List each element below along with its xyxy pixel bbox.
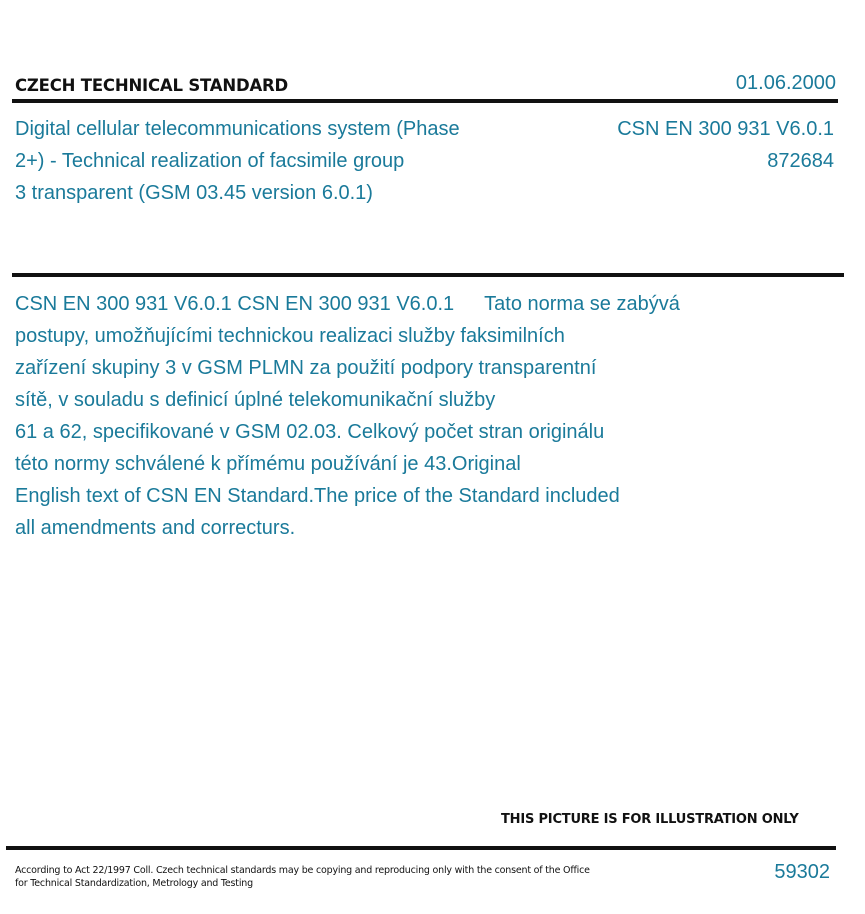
catalog-number: 872684 xyxy=(767,150,834,172)
bottom-divider xyxy=(6,846,836,850)
title-line: Digital cellular telecommunications system (Phase xyxy=(15,118,460,140)
description-line: 61 a 62, specifikované v GSM 02.03. Celkový počet stran originálu xyxy=(15,421,605,443)
description-line: postupy, umožňujícími technickou realizaci služby faksimilních xyxy=(15,325,565,347)
description-line: této normy schválené k přímému používání je 43.Original xyxy=(15,453,521,475)
description-line: sítě, v souladu s definicí úplné telekomunikační služby xyxy=(15,389,496,411)
legal-line: According to Act 22/1997 Coll. Czech technical standards may be copying and reproducing only with the consent of the Office xyxy=(15,865,590,876)
description-line: all amendments and correcturs. xyxy=(15,517,296,539)
identifier-block xyxy=(617,113,834,177)
header-label: CZECH TECHNICAL STANDARD xyxy=(15,76,289,95)
top-divider xyxy=(12,99,838,103)
standard-title xyxy=(15,113,535,209)
illustration-note: THIS PICTURE IS FOR ILLUSTRATION ONLY xyxy=(501,812,799,827)
header-date: 01.06.2000 xyxy=(735,72,836,94)
footer-number: 59302 xyxy=(774,861,830,883)
standard-code: CSN EN 300 931 V6.0.1 xyxy=(617,118,834,140)
title-line: 2+) - Technical realization of facsimile group xyxy=(15,150,405,172)
legal-line: for Technical Standardization, Metrology and Testing xyxy=(15,878,253,889)
title-line: 3 transparent (GSM 03.45 version 6.0.1) xyxy=(15,182,373,204)
middle-divider xyxy=(12,273,844,277)
legal-notice xyxy=(15,864,615,890)
description-codes: CSN EN 300 931 V6.0.1 CSN EN 300 931 V6.0.1 xyxy=(15,293,455,315)
description-line xyxy=(15,288,755,320)
description xyxy=(15,288,755,544)
description-line: zařízení skupiny 3 v GSM PLMN za použití podpory transparentní xyxy=(15,357,597,379)
description-line: English text of CSN EN Standard.The price of the Standard included xyxy=(15,485,620,507)
description-intro: Tato norma se zabývá xyxy=(484,293,680,315)
